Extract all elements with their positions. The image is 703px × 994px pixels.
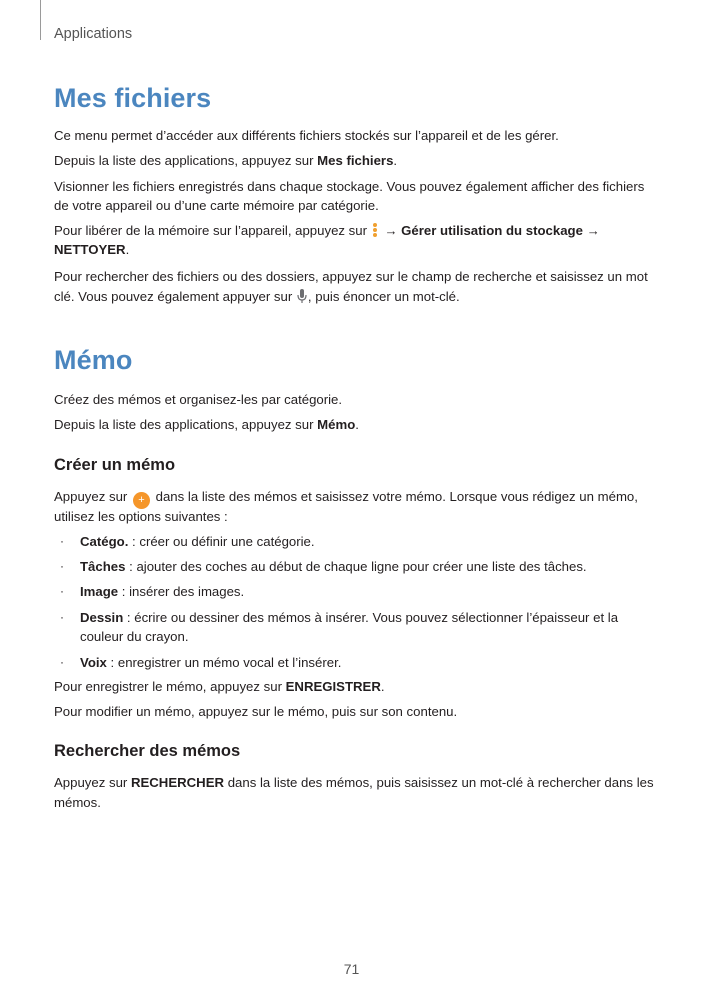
bold-term: Voix bbox=[80, 655, 107, 670]
text: . bbox=[125, 242, 130, 257]
running-header: Applications bbox=[54, 26, 133, 42]
section-title-memo: Mémo bbox=[54, 345, 133, 375]
more-options-icon bbox=[372, 222, 378, 238]
paragraph-line: de votre appareil ou d’une carte mémoire par catégorie. bbox=[54, 198, 379, 213]
text: clé. Vous pouvez également appuyer sur bbox=[54, 289, 296, 304]
text: Pour libérer de la mémoire sur l’appareil, appuyez sur bbox=[54, 223, 367, 238]
bullet: · bbox=[60, 534, 64, 548]
bullet: · bbox=[60, 584, 64, 598]
text: dans la liste des mémos et saisissez votre mémo. Lorsque vous rédigez un mémo, bbox=[151, 489, 638, 504]
corner-rule bbox=[40, 0, 41, 40]
arrow: → bbox=[582, 223, 600, 238]
text: Appuyez sur bbox=[54, 775, 131, 790]
page-number: 71 bbox=[343, 961, 360, 977]
list-item-text bbox=[80, 557, 587, 576]
paragraph-line bbox=[54, 773, 654, 792]
bullet: · bbox=[60, 610, 64, 624]
paragraph-line: Visionner les fichiers enregistrés dans chaque stockage. Vous pouvez également afficher des fichiers bbox=[54, 179, 645, 194]
paragraph-line: mémos. bbox=[54, 795, 101, 810]
paragraph-line bbox=[54, 221, 600, 240]
add-memo-icon: + bbox=[133, 492, 150, 509]
paragraph-line: utilisez les options suivantes : bbox=[54, 509, 228, 524]
text: : ajouter des coches au début de chaque ligne pour créer une liste des tâches. bbox=[125, 559, 587, 574]
list-item-text bbox=[80, 653, 341, 672]
list-item bbox=[54, 557, 654, 577]
text: . bbox=[393, 153, 398, 168]
section-title-mes-fichiers: Mes fichiers bbox=[54, 83, 212, 113]
paragraph: Créez des mémos et organisez-les par catégorie. bbox=[54, 392, 343, 407]
bold-term: ENREGISTRER bbox=[285, 679, 381, 694]
text: Pour enregistrer le mémo, appuyez sur bbox=[54, 679, 286, 694]
list-item bbox=[54, 582, 654, 602]
microphone-icon bbox=[297, 289, 307, 304]
list-item bbox=[54, 653, 654, 673]
text: . bbox=[355, 417, 359, 432]
bold-term: Tâches bbox=[80, 559, 126, 574]
list-item-text bbox=[80, 532, 315, 551]
list-item-text bbox=[80, 582, 244, 601]
text: . bbox=[380, 679, 385, 694]
list-item bbox=[54, 532, 654, 552]
arrow: → bbox=[380, 223, 402, 238]
paragraph bbox=[54, 415, 359, 434]
bold-term: Gérer utilisation du stockage bbox=[401, 223, 583, 238]
paragraph-line bbox=[54, 287, 460, 306]
list-item-text-continued: couleur du crayon. bbox=[80, 629, 189, 644]
paragraph bbox=[54, 677, 385, 696]
bullet: · bbox=[60, 559, 64, 573]
paragraph-line: Pour rechercher des fichiers ou des dossiers, appuyez sur le champ de recherche et saisissez un mot bbox=[54, 269, 648, 284]
bullet: · bbox=[60, 655, 64, 669]
text: Appuyez sur bbox=[54, 489, 131, 504]
bold-term: Catégo. bbox=[80, 534, 129, 549]
text: : créer ou définir une catégorie. bbox=[128, 534, 315, 549]
paragraph bbox=[54, 151, 397, 170]
text: : écrire ou dessiner des mémos à insérer. Vous pouvez sélectionner l’épaisseur et la bbox=[123, 610, 619, 625]
text: Depuis la liste des applications, appuyez sur bbox=[54, 153, 318, 168]
text: : enregistrer un mémo vocal et l’insérer. bbox=[106, 655, 342, 670]
subsection-title-creer-memo: Créer un mémo bbox=[54, 456, 176, 474]
text: : insérer des images. bbox=[118, 584, 245, 599]
paragraph-line bbox=[54, 487, 638, 509]
text: Depuis la liste des applications, appuyez sur bbox=[54, 417, 318, 432]
paragraph: Ce menu permet d’accéder aux différents fichiers stockés sur l’appareil et de les gérer. bbox=[54, 128, 559, 143]
text: , puis énoncer un mot-clé. bbox=[307, 289, 460, 304]
subsection-title-rechercher: Rechercher des mémos bbox=[54, 742, 241, 760]
bold-term: Mémo bbox=[317, 417, 356, 432]
bold-term: Dessin bbox=[80, 610, 124, 625]
paragraph: Pour modifier un mémo, appuyez sur le mémo, puis sur son contenu. bbox=[54, 704, 458, 719]
bold-term: Image bbox=[80, 584, 119, 599]
bold-term: RECHERCHER bbox=[130, 775, 225, 790]
paragraph-line bbox=[54, 240, 129, 259]
bold-term: NETTOYER bbox=[54, 242, 126, 257]
bold-term: Mes fichiers bbox=[317, 153, 394, 168]
list-item-text bbox=[80, 608, 618, 627]
text: dans la liste des mémos, puis saisissez un mot-clé à rechercher dans les bbox=[224, 775, 654, 790]
list-item bbox=[54, 608, 654, 648]
